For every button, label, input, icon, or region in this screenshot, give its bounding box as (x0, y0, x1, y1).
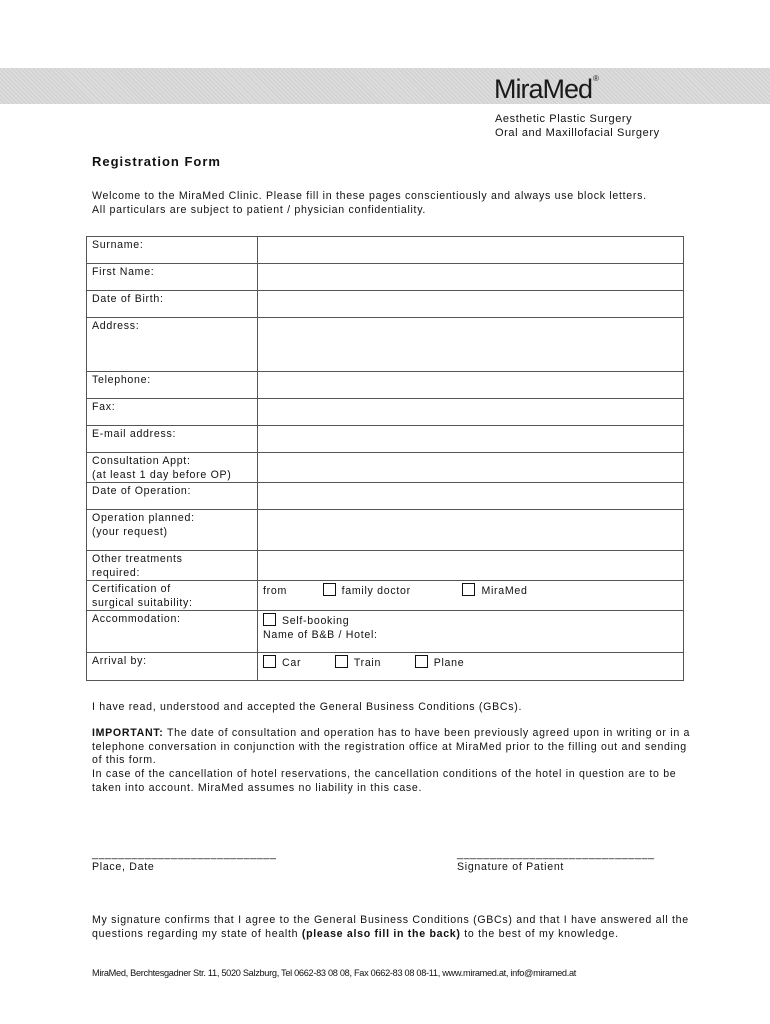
accommodation-options (258, 611, 684, 653)
cancellation-notice: In case of the cancellation of hotel reservations, the cancellation conditions of the hotel in question are to be taken into account. MiraMed assumes no liability in this case. (92, 768, 677, 794)
dob-field[interactable] (258, 291, 684, 318)
label-first-name: First Name: (87, 264, 258, 291)
family-doctor-label: family doctor (341, 585, 411, 597)
registration-table (86, 236, 684, 681)
plane-checkbox[interactable] (415, 655, 428, 668)
train-checkbox[interactable] (335, 655, 348, 668)
label-email: E-mail address: (87, 426, 258, 453)
first-name-field[interactable] (258, 264, 684, 291)
label-dob: Date of Birth: (87, 291, 258, 318)
address-field[interactable] (258, 318, 684, 372)
label-certification: Certification of surgical suitability: (87, 581, 258, 611)
page-title: Registration Form (92, 154, 221, 169)
confirmation-part-2: to the best of my knowledge. (460, 927, 619, 940)
from-label: from (263, 585, 287, 597)
car-checkbox[interactable] (263, 655, 276, 668)
label-accommodation: Accommodation: (87, 611, 258, 653)
other-treatments-field[interactable] (258, 551, 684, 581)
bnb-label: Name of B&B / Hotel: (263, 628, 378, 641)
important-notice (92, 727, 692, 768)
date-operation-field[interactable] (258, 483, 684, 510)
gbc-statement: I have read, understood and accepted the General Business Conditions (GBCs). (92, 701, 523, 713)
self-booking-label: Self-booking (282, 615, 350, 627)
email-field[interactable] (258, 426, 684, 453)
intro-text: Welcome to the MiraMed Clinic. Please fill in these pages conscientiously and always use block letters. All particulars are subject to patient / physician confidentiality. (92, 190, 647, 216)
confirmation-part-1: My signature confirms that I agree to the General Business Conditions (GBCs) and that I have answered all the questions regarding my state of health (92, 914, 689, 940)
fax-field[interactable] (258, 399, 684, 426)
label-date-operation: Date of Operation: (87, 483, 258, 510)
certification-options (258, 581, 684, 611)
header-banner (0, 68, 770, 104)
arrival-options (258, 653, 684, 681)
important-label: IMPORTANT: (92, 727, 164, 739)
miramed-label: MiraMed (481, 585, 528, 597)
place-date-line[interactable]: ____________________________ (92, 848, 277, 860)
label-other-treatments: Other treatments required: (87, 551, 258, 581)
miramed-logo: MiraMed® (494, 74, 599, 104)
place-date-label: Place, Date (92, 861, 155, 873)
label-operation-planned: Operation planned: (your request) (87, 510, 258, 551)
label-consultation: Consultation Appt: (at least 1 day before OP) (87, 453, 258, 483)
footer-address: MiraMed, Berchtesgadner Str. 11, 5020 Salzburg, Tel 0662-83 08 08, Fax 0662-83 08 08-11, www.miramed.at, info@miramed.at (92, 968, 577, 978)
signature-line[interactable]: ______________________________ (457, 848, 655, 860)
plane-label: Plane (433, 657, 465, 669)
label-arrival: Arrival by: (87, 653, 258, 681)
label-address: Address: (87, 318, 258, 372)
label-surname: Surname: (87, 237, 258, 264)
surname-field[interactable] (258, 237, 684, 264)
self-booking-checkbox[interactable] (263, 613, 276, 626)
important-text: The date of consultation and operation has to have been previously agreed upon in writing or in a telephone conversation in conjunction with the registration office at MiraMed prior to the filling out and sending of this form. (92, 727, 691, 766)
miramed-checkbox[interactable] (462, 583, 475, 596)
label-telephone: Telephone: (87, 372, 258, 399)
label-fax: Fax: (87, 399, 258, 426)
telephone-field[interactable] (258, 372, 684, 399)
car-label: Car (282, 657, 302, 669)
operation-planned-field[interactable] (258, 510, 684, 551)
signature-label: Signature of Patient (457, 861, 565, 873)
train-label: Train (353, 657, 382, 669)
family-doctor-checkbox[interactable] (323, 583, 336, 596)
tagline-oral: Oral and Maxillofacial Surgery (495, 127, 660, 139)
tagline-aesthetic: Aesthetic Plastic Surgery (495, 113, 633, 125)
consultation-field[interactable] (258, 453, 684, 483)
confirmation-text (92, 914, 732, 941)
confirmation-bold: (please also fill in the back) (301, 927, 461, 940)
